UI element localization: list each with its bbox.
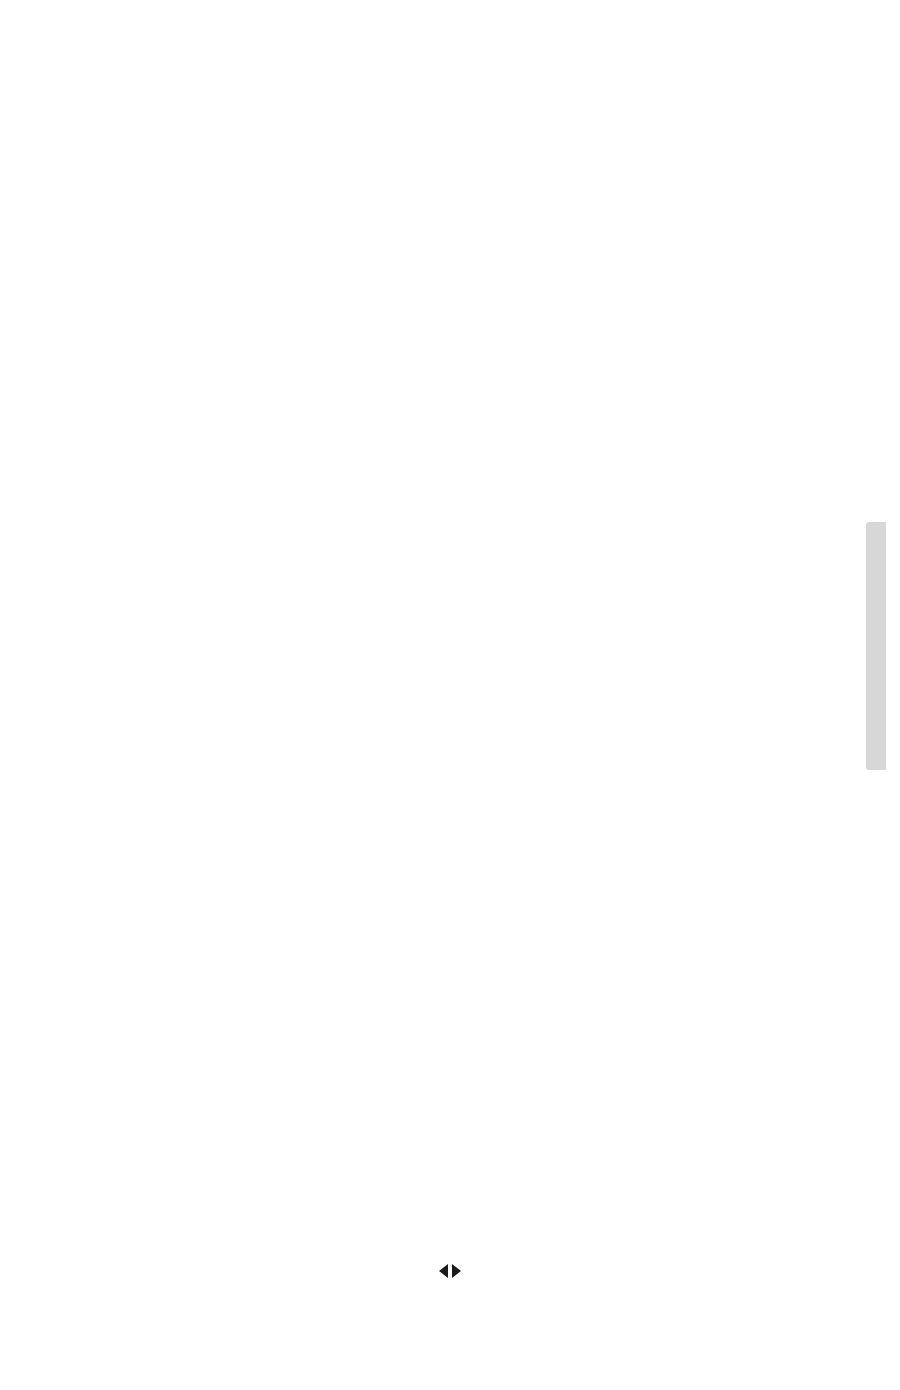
side-tab [866, 522, 886, 770]
page-number [0, 1260, 900, 1281]
left-triangle-icon [439, 1264, 448, 1278]
site-logo [728, 1296, 888, 1384]
right-triangle-icon [452, 1264, 461, 1278]
